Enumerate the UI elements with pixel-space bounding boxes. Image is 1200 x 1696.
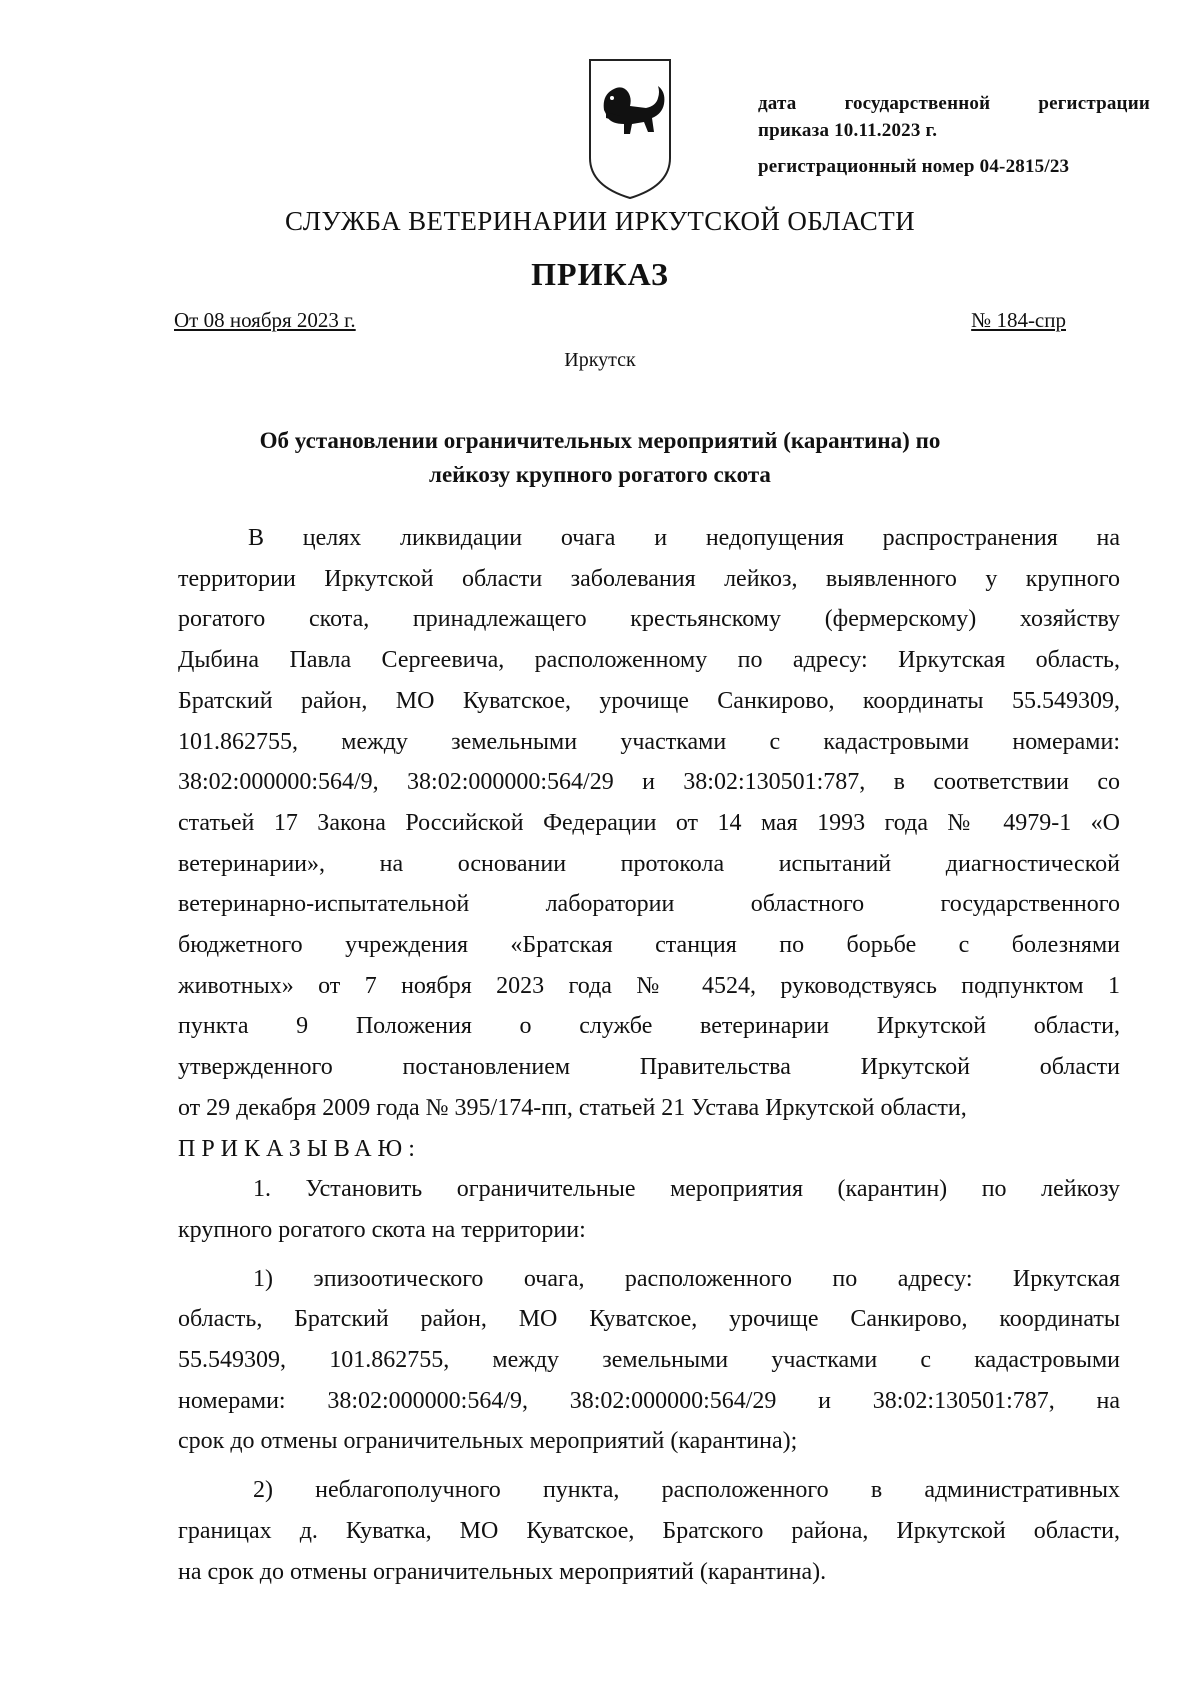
subject-line: Об установлении ограничительных мероприятий (карантина) по xyxy=(259,428,941,453)
coat-of-arms-emblem xyxy=(586,58,674,202)
body-line: 101.862755, между земельными участками с кадастровыми номерами: xyxy=(178,728,1120,755)
agency-name: СЛУЖБА ВЕТЕРИНАРИИ ИРКУТСКОЙ ОБЛАСТИ xyxy=(285,206,915,236)
body-line: ветеринарии», на основании протокола испытаний диагностической xyxy=(178,850,1120,877)
body-line: рогатого скота, принадлежащего крестьянскому (фермерскому) хозяйству xyxy=(178,606,1120,633)
order-body xyxy=(178,518,1120,1592)
body-line: номерами: 38:02:000000:564/9, 38:02:000000:564/29 и 38:02:130501:787, на xyxy=(178,1387,1120,1414)
body-line: границах д. Куватка, МО Куватское, Братского района, Иркутской области, xyxy=(178,1517,1120,1544)
body-line: 38:02:000000:564/9, 38:02:000000:564/29 и 38:02:130501:787, в соответствии со xyxy=(178,769,1120,796)
body-line: статьей 17 Закона Российской Федерации от 14 мая 1993 года № 4979-1 «О xyxy=(178,809,1120,836)
sub-item-2 xyxy=(178,1470,1120,1592)
body-line: 2) неблагополучного пункта, расположенного в административных xyxy=(253,1477,1120,1504)
registration-info xyxy=(758,90,1150,180)
body-line: 55.549309, 101.862755, между земельными участками с кадастровыми xyxy=(178,1347,1120,1374)
body-line: 1) эпизоотического очага, расположенного по адресу: Иркутская xyxy=(253,1265,1120,1292)
body-line: от 29 декабря 2009 года № 395/174-пп, статьей 21 Устава Иркутской области, xyxy=(178,1094,967,1121)
item-1 xyxy=(178,1169,1120,1250)
order-date: От 08 ноября 2023 г. xyxy=(174,308,356,332)
order-number: № 184-спр xyxy=(971,308,1066,332)
subject-line: лейкозу крупного рогатого скота xyxy=(429,462,771,487)
body-line: животных» от 7 ноября 2023 года № 4524, руководствуясь подпунктом 1 xyxy=(178,972,1120,999)
registration-date-label: дата государственной регистрации xyxy=(758,93,1150,114)
body-line: пункта 9 Положения о службе ветеринарии Иркутской области, xyxy=(178,1013,1120,1040)
registration-number: регистрационный номер 04-2815/23 xyxy=(758,156,1070,177)
body-line: 1. Установить ограничительные мероприятия (карантин) по лейкозу xyxy=(253,1176,1120,1203)
body-line: ветеринарно-испытательной лаборатории областного государственного xyxy=(178,891,1120,918)
body-line: утвержденного постановлением Правительства Иркутской области xyxy=(178,1054,1120,1081)
body-line: В целях ликвидации очага и недопущения распространения на xyxy=(248,525,1120,551)
order-word: ПРИКАЗЫВАЮ: xyxy=(178,1135,421,1162)
order-subject xyxy=(180,424,1020,492)
body-line: на срок до отмены ограничительных мероприятий (карантина). xyxy=(178,1558,827,1585)
body-line: территории Иркутской области заболевания лейкоз, выявленного у крупного xyxy=(178,565,1120,592)
body-line: крупного рогатого скота на территории: xyxy=(178,1216,586,1243)
sub-item-1 xyxy=(178,1259,1120,1463)
body-line: срок до отмены ограничительных мероприятий (карантина); xyxy=(178,1428,798,1455)
body-line: Братский район, МО Куватское, урочище Санкирово, координаты 55.549309, xyxy=(178,687,1120,714)
order-city: Иркутск xyxy=(564,349,636,371)
document-type-title: ПРИКАЗ xyxy=(531,256,669,292)
body-line: Дыбина Павла Сергеевича, расположенному по адресу: Иркутская область, xyxy=(178,647,1120,674)
registration-date: приказа 10.11.2023 г. xyxy=(758,120,938,141)
preamble-paragraph xyxy=(178,518,1120,1129)
body-line: область, Братский район, МО Куватское, урочище Санкирово, координаты xyxy=(178,1306,1120,1333)
body-line: бюджетного учреждения «Братская станция по борьбе с болезнями xyxy=(178,932,1120,959)
